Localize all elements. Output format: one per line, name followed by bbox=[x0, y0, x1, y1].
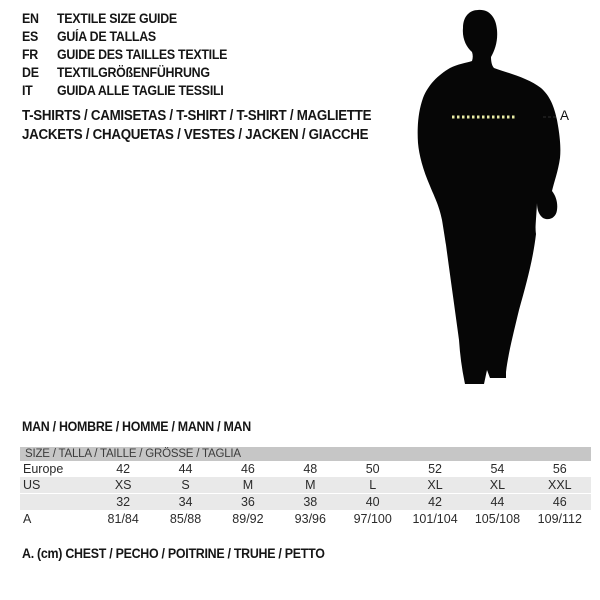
size-cell: 52 bbox=[428, 462, 443, 476]
language-guide-title: TEXTILGRÖßENFÜHRUNG bbox=[56, 65, 210, 80]
size-table-header: SIZE / TALLA / TAILLE / GRÖSSE / TAGLIA bbox=[20, 447, 591, 461]
size-table bbox=[20, 447, 591, 528]
size-cell: 109/112 bbox=[537, 512, 582, 526]
size-cell: 38 bbox=[303, 495, 318, 509]
category-jackets: JACKETS / CHAQUETAS / VESTES / JACKEN / GIACCHE bbox=[22, 127, 369, 143]
row-label: A bbox=[23, 512, 32, 526]
size-cell: 85/88 bbox=[169, 512, 202, 526]
language-code: FR bbox=[22, 47, 39, 62]
measure-label-a: A bbox=[560, 108, 570, 123]
row-label bbox=[20, 494, 92, 510]
section-heading-man: MAN / HOMBRE / HOMME / MANN / MAN bbox=[22, 419, 251, 434]
size-cell: 46 bbox=[240, 462, 255, 476]
size-cell: 46 bbox=[552, 495, 567, 509]
size-cell: 97/100 bbox=[353, 512, 392, 526]
table-row-europe bbox=[20, 461, 591, 477]
table-row-chest-cm bbox=[20, 510, 591, 528]
size-cell: 101/104 bbox=[412, 512, 458, 526]
size-cell: XL bbox=[427, 478, 443, 492]
size-cell: XXL bbox=[547, 478, 572, 492]
size-cell: 105/108 bbox=[474, 512, 521, 526]
language-guide-title: GUIDA ALLE TAGLIE TESSILI bbox=[56, 83, 224, 98]
size-cell: S bbox=[181, 478, 190, 492]
language-code: DE bbox=[22, 65, 39, 80]
size-cell: 50 bbox=[365, 462, 380, 476]
size-cell: 89/92 bbox=[232, 512, 264, 526]
language-guide-title: GUIDE DES TAILLES TEXTILE bbox=[56, 47, 228, 62]
size-cell: 36 bbox=[240, 495, 255, 509]
size-cell: M bbox=[242, 478, 254, 492]
size-cell: 42 bbox=[116, 462, 131, 476]
language-guide-title: GUÍA DE TALLAS bbox=[56, 29, 156, 44]
size-cell: L bbox=[369, 478, 377, 492]
language-code: EN bbox=[22, 11, 39, 26]
size-cell: 34 bbox=[178, 495, 193, 509]
size-cell: XS bbox=[114, 478, 132, 492]
row-label: Europe bbox=[23, 462, 64, 476]
size-cell: 81/84 bbox=[107, 512, 139, 526]
size-cell: 93/96 bbox=[294, 512, 326, 526]
size-cell: 56 bbox=[552, 462, 567, 476]
measurement-footnote: A. (cm) CHEST / PECHO / POITRINE / TRUHE / PETTO bbox=[22, 546, 325, 561]
category-tshirts: T-SHIRTS / CAMISETAS / T-SHIRT / T-SHIRT / MAGLIETTE bbox=[22, 108, 372, 124]
man-silhouette-shape bbox=[418, 10, 561, 384]
size-cell: 40 bbox=[365, 495, 380, 509]
table-row-us bbox=[20, 477, 591, 493]
language-guide-title: TEXTILE SIZE GUIDE bbox=[56, 11, 177, 26]
size-cell: 48 bbox=[303, 462, 318, 476]
size-cell: 44 bbox=[178, 462, 193, 476]
language-code: ES bbox=[22, 29, 39, 44]
size-cell: 54 bbox=[490, 462, 505, 476]
size-cell: M bbox=[305, 478, 316, 492]
size-cell: 42 bbox=[428, 495, 443, 509]
size-cell: XL bbox=[489, 478, 506, 492]
size-cell: 32 bbox=[116, 495, 131, 509]
row-label: US bbox=[23, 478, 41, 492]
language-code: IT bbox=[22, 83, 33, 98]
table-row-us-numeric bbox=[20, 493, 591, 510]
size-cell: 44 bbox=[490, 495, 505, 509]
